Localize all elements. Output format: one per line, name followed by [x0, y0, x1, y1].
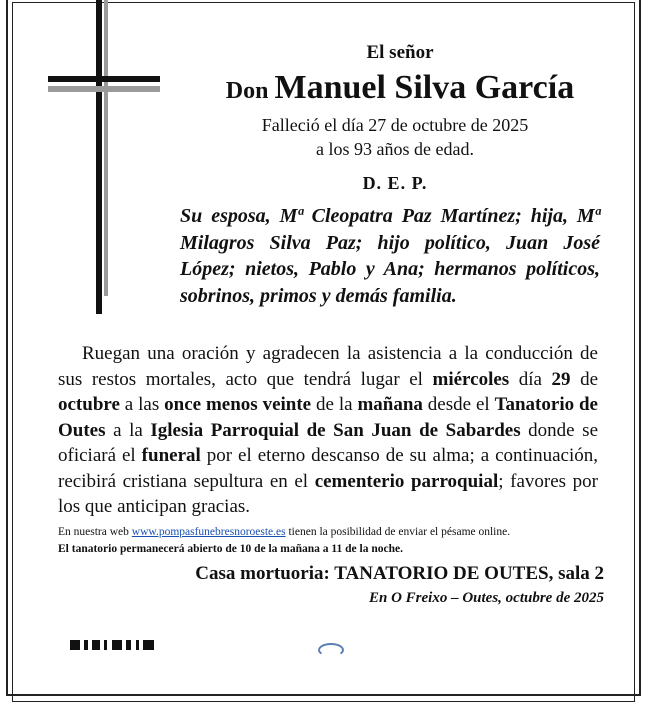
qr-code-icon — [70, 640, 154, 650]
cross-vertical-black — [96, 0, 102, 314]
name-prefix: Don — [225, 78, 269, 104]
deceased-name — [170, 66, 630, 113]
body-bold: mañana — [357, 394, 423, 415]
ceremony-text — [58, 341, 598, 520]
cross-vertical-grey — [104, 0, 108, 296]
website-link[interactable]: www.pompasfunebresnoroeste.es — [131, 526, 286, 538]
body-text: Ruegan una oración y agradecen la asistencia a la conducción de sus restos mortales, acto que tendrá lugar el — [58, 343, 598, 390]
body-bold: Iglesia Parroquial de San Juan de Sabardes — [150, 419, 521, 441]
body-bold: Tanatorio de Outes — [58, 394, 598, 441]
body-bold: octubre — [58, 394, 120, 415]
death-info — [180, 113, 610, 161]
body-text: donde se oficiará el — [58, 419, 599, 466]
body-text: de la — [311, 394, 358, 415]
body-bold: funeral — [141, 445, 201, 466]
death-age: a los 93 años de edad. — [316, 139, 474, 159]
body-text: a la — [105, 419, 151, 441]
name-text: Manuel Silva García — [274, 69, 575, 106]
death-date: Falleció el día 27 de octubre de 2025 — [261, 115, 529, 135]
body-bold: once menos veinte — [164, 394, 312, 415]
family-list: Su esposa, Mª Cleopatra Paz Martínez; hija, Mª Milagros Silva Paz; hijo político, Juan José López; nietos, Pablo y Ana; hermanos políticos, sobrinos, primos y demás familia. — [180, 205, 600, 307]
place-date: En O Freixo – Outes, octubre de 2025 — [368, 590, 604, 606]
body-text: día — [509, 368, 552, 390]
body-text: ; favores por los que anticipan gracias. — [58, 470, 598, 517]
web-suffix: tienen la posibilidad de enviar el pésame online. — [285, 526, 511, 538]
cross-horizontal-grey — [48, 86, 160, 92]
dep-text: D. E. P. — [362, 173, 428, 193]
web-notice — [58, 526, 618, 538]
body-bold: 29 — [551, 368, 571, 390]
body-bold: cementerio parroquial — [314, 470, 499, 492]
body-text: desde el — [422, 394, 495, 415]
body-bold: miércoles — [432, 368, 510, 390]
cross-horizontal-black — [48, 76, 160, 82]
body-text: por el eterno descanso de su alma; a continuación, recibirá cristiana sepultura en el — [58, 445, 598, 492]
funeral-home: Casa mortuoria: TANATORIO DE OUTES, sala 2 — [195, 563, 604, 584]
intro-text: El señor — [366, 42, 434, 63]
web-prefix: En nuestra web — [58, 526, 132, 538]
body-text: a las — [119, 394, 165, 415]
company-logo-icon — [318, 643, 344, 657]
body-text: de — [570, 368, 599, 390]
opening-hours: El tanatorio permanecerá abierto de 10 de la mañana a 11 de la noche. — [58, 543, 403, 555]
